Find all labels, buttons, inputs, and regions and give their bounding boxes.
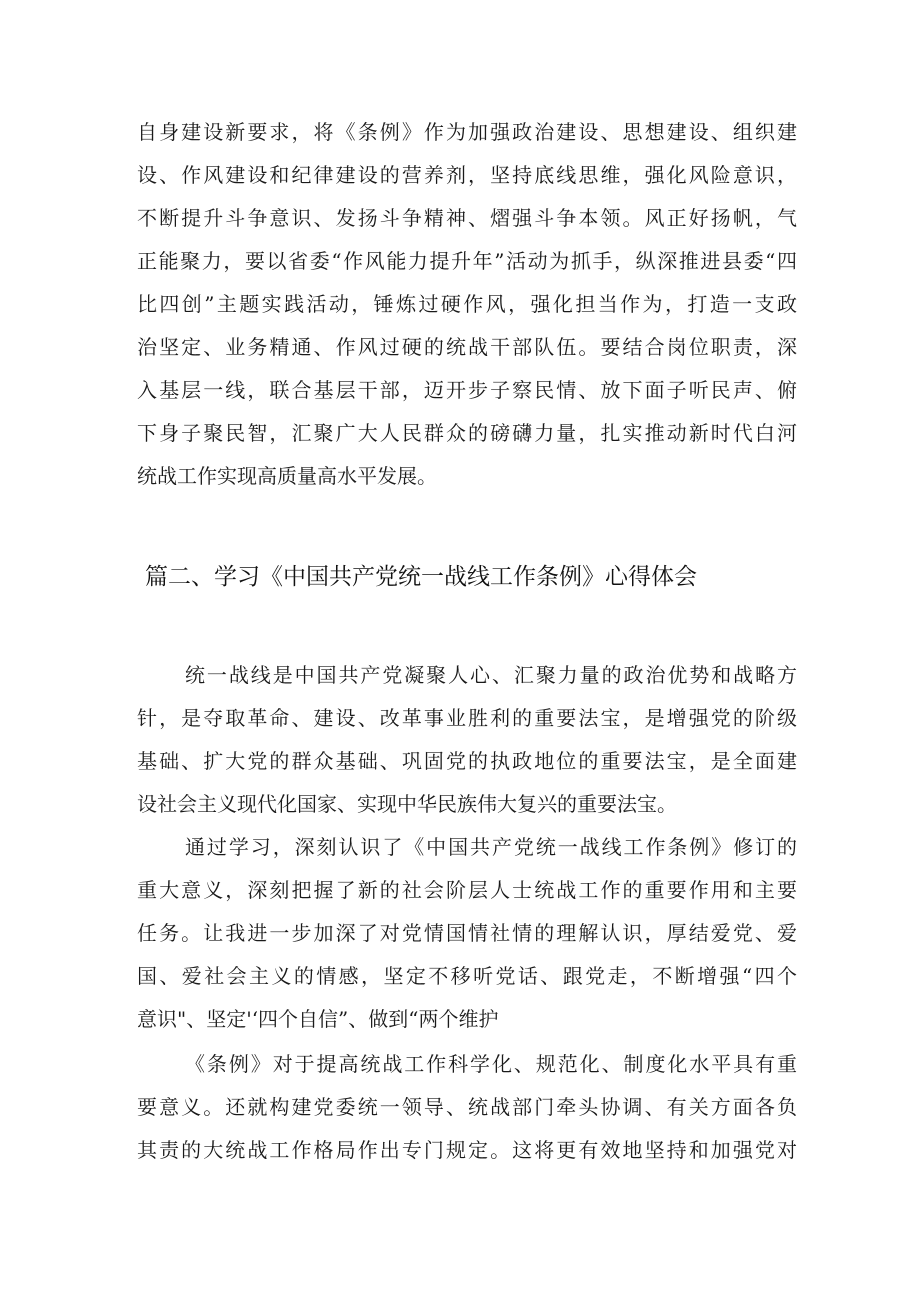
text-line: 自身建设新要求，将《条例》作为加强政治建设、思想建设、组织建	[137, 120, 797, 144]
text-line: 入基层一线，联合基层干部，迈开步子察民情、放下面子听民声、俯	[137, 378, 797, 402]
text-line: 针，是夺取革命、建设、改革事业胜利的重要法宝，是增强党的阶级	[137, 706, 797, 730]
text-line: 国、爱社会主义的情感，坚定不移听党话、跟党走，不断增强“四个	[137, 964, 797, 988]
text-line: 任务。让我进一步加深了对党情国情社情的理解认识，厚结爱党、爱	[137, 921, 797, 945]
text-line: 设、作风建设和纪律建设的营养剂，坚持底线思维，强化风险意识，	[137, 163, 797, 187]
text-line: 不断提升斗争意识、发扬斗争精神、熠强斗争本领。风正好扬帆，气	[137, 206, 797, 230]
text-line: 统战工作实现高质量高水平发展。	[137, 464, 437, 488]
text-line: 要意义。还就构建党委统一领导、统战部门牵头协调、有关方面各负	[137, 1095, 797, 1119]
text-line: 意识"、坚定'‘四个自信”、做到“两个维护	[137, 1007, 499, 1031]
text-line: 统一战线是中国共产党凝聚人心、汇聚力量的政治优势和战略方	[185, 663, 797, 687]
text-line: 设社会主义现代化国家、实现中华民族伟大复兴的重要法宝。	[137, 792, 677, 816]
text-line: 正能聚力，要以省委“作风能力提升年”活动为抓手，纵深推进县委“四	[137, 249, 797, 273]
text-line: 通过学习，深刻认识了《中国共产党统一战线工作条例》修订的	[185, 835, 797, 859]
text-line: 比四创”主题实践活动，锤炼过硬作风，强化担当作为，打造一支政	[137, 292, 797, 316]
text-line: 下身子聚民智，汇聚广大人民群众的磅礴力量，扎实推动新时代白河	[137, 421, 797, 445]
text-line: 基础、扩大党的群众基础、巩固党的执政地位的重要法宝，是全面建	[137, 749, 797, 773]
section-title: 篇二、学习《中国共产党统一战线工作条例》心得体会	[145, 564, 697, 590]
text-line: 重大意义，深刻把握了新的社会阶层人士统战工作的重要作用和主要	[137, 878, 797, 902]
text-line: 治坚定、业务精通、作风过硬的统战干部队伍。要结合岗位职责，深	[137, 335, 797, 359]
text-line: 《条例》对于提高统战工作科学化、规范化、制度化水平具有重	[185, 1052, 797, 1076]
text-line: 其责的大统战工作格局作出专门规定。这将更有效地坚持和加强党对	[137, 1138, 797, 1162]
